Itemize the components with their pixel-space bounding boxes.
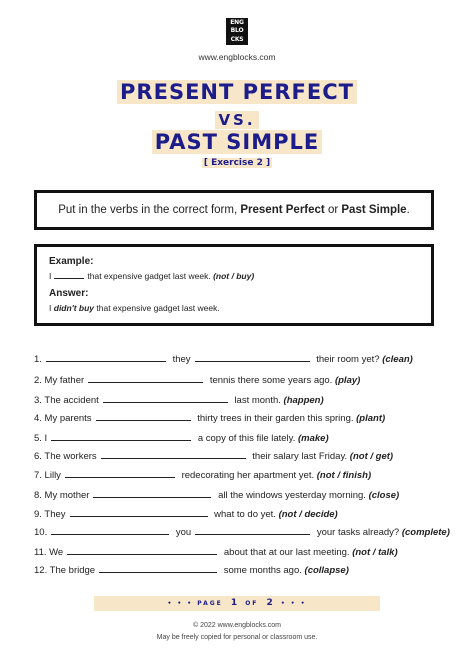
question-11: 11. We about that at our last meeting. (not / talk) xyxy=(34,547,398,558)
title-line-2: VS. xyxy=(0,111,474,129)
question-7: 7. Lilly redecorating her apartment yet. (not / finish) xyxy=(34,470,372,481)
answer-blank[interactable] xyxy=(99,563,217,573)
logo-line-1: ENG xyxy=(230,18,244,26)
example-box xyxy=(34,244,434,326)
question-6: 6. The workers their salary last Friday. (not / get) xyxy=(34,451,394,462)
answer-verb: didn't buy xyxy=(53,303,95,313)
logo-line-3: CKS xyxy=(230,35,244,43)
example-blank xyxy=(54,278,84,279)
answer-sentence: I didn't buy that expensive gadget last week. xyxy=(49,303,220,313)
title-line-1: PRESENT PERFECT xyxy=(0,80,474,104)
example-hint: (not / buy) xyxy=(213,271,255,281)
instruction-suffix: . xyxy=(406,204,410,216)
question-9: 9. They what to do yet. (not / decide) xyxy=(34,509,338,520)
question-3: 3. The accident last month. (happen) xyxy=(34,395,324,406)
instruction-tense-1: Present Perfect xyxy=(240,204,325,216)
answer-blank[interactable] xyxy=(96,411,191,421)
question-8: 8. My mother all the windows yesterday morning. (close) xyxy=(34,490,400,501)
usage-note: May be freely copied for personal or classroom use. xyxy=(156,634,318,641)
engblocks-logo xyxy=(226,18,248,45)
title-line-3: PAST SIMPLE xyxy=(0,130,474,154)
answer-blank[interactable] xyxy=(70,507,208,517)
instruction-middle: or xyxy=(324,204,342,216)
site-url[interactable]: www.engblocks.com xyxy=(198,52,276,62)
of-word: OF xyxy=(245,600,259,607)
example-label: Example: xyxy=(49,256,94,267)
logo-line-2: BLO xyxy=(230,27,244,35)
answer-label: Answer: xyxy=(49,288,89,299)
question-4: 4. My parents thirty trees in their garden this spring. (plant) xyxy=(34,413,386,424)
question-2: 2. My father tennis there some years ago. (play) xyxy=(34,375,361,386)
answer-blank[interactable] xyxy=(93,488,211,498)
answer-blank[interactable] xyxy=(101,449,246,459)
page-indicator: • • • PAGE 1 OF 2 • • • xyxy=(94,596,380,611)
instruction-tense-2: Past Simple xyxy=(341,204,407,216)
example-sentence: I that expensive gadget last week. (not / buy) xyxy=(49,271,255,281)
question-1: 1. they their room yet? (clean) xyxy=(34,354,413,365)
answer-blank[interactable] xyxy=(46,352,166,362)
answer-blank[interactable] xyxy=(51,431,191,441)
question-5: 5. I a copy of this file lately. (make) xyxy=(34,433,329,444)
page-total: 2 xyxy=(266,598,273,608)
answer-blank[interactable] xyxy=(195,525,310,535)
answer-blank[interactable] xyxy=(88,373,203,383)
instruction-prefix: Put in the verbs in the correct form, xyxy=(58,204,241,216)
question-12: 12. The bridge some months ago. (collapse) xyxy=(34,565,349,576)
instruction-box xyxy=(34,190,434,230)
answer-blank[interactable] xyxy=(51,525,169,535)
page-number: 1 xyxy=(230,598,238,608)
answer-blank[interactable] xyxy=(195,352,310,362)
answer-blank[interactable] xyxy=(65,468,175,478)
copyright: © 2022 www.engblocks.com xyxy=(192,622,282,629)
page-word: PAGE xyxy=(197,600,223,607)
exercise-label: [ Exercise 2 ] xyxy=(203,158,271,168)
question-10: 10. you your tasks already? (complete) xyxy=(34,527,450,538)
answer-blank[interactable] xyxy=(103,393,228,403)
answer-blank[interactable] xyxy=(67,545,217,555)
